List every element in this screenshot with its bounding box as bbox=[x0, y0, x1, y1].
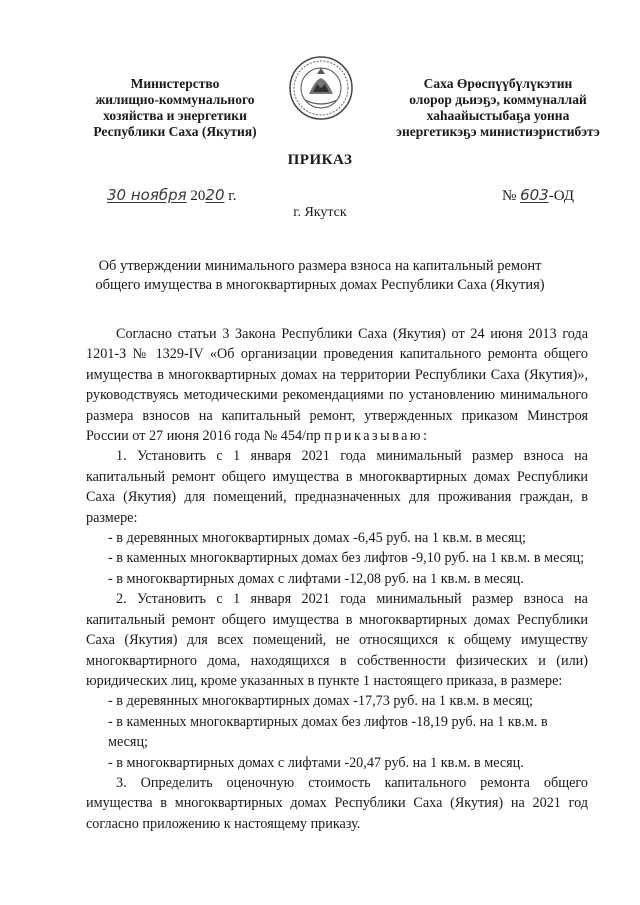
order-number bbox=[502, 186, 574, 205]
subject-line: общего имущества в многоквартирных домах Республики Саха (Якутия) bbox=[95, 277, 545, 293]
ministry-name-yakut bbox=[383, 76, 613, 140]
header-right-line: олорор дьиэҕэ, коммуналлай bbox=[409, 92, 587, 107]
header-right-line: Саха Өрөспүүбүлүкэтин bbox=[423, 76, 573, 91]
header-right-line: хаһаайыстыбаҕа уонна bbox=[426, 108, 570, 123]
subject-line: Об утверждении минимального размера взноса на капитальный ремонт bbox=[98, 258, 542, 274]
rate-item: - в деревянных многоквартирных домах -6,45 руб. на 1 кв.м. в месяц; bbox=[108, 530, 526, 547]
intro-paragraph bbox=[86, 324, 588, 446]
prikazyvayu: приказываю: bbox=[324, 428, 430, 445]
rate-item: - в каменных многоквартирных домах без лифтов -18,19 руб. на 1 кв.м. в месяц; bbox=[108, 713, 548, 751]
order-subject bbox=[60, 257, 580, 295]
header-left-line: Министерство bbox=[130, 76, 220, 91]
header-left-line: хозяйства и энергетики bbox=[103, 108, 247, 123]
date-year-prefix: 20 bbox=[190, 188, 206, 204]
number-value: 603 bbox=[520, 186, 549, 204]
header-left-line: жилищно-коммунального bbox=[95, 92, 255, 107]
rate-item: - в многоквартирных домах с лифтами -20,47 руб. на 1 кв.м. в месяц. bbox=[108, 754, 524, 771]
rate-item: - в каменных многоквартирных домах без лифтов -9,10 руб. на 1 кв.м. в месяц; bbox=[108, 550, 585, 567]
intro-text: Согласно статьи 3 Закона Республики Саха (Якутия) от 24 июня 2013 года 1201-З № 1329-IV «Об организации проведения капитального ремонта общего имущества в многоквартирных домах на территории Республики Саха (Якутия)», руководствуясь методическими рекомендациями по установлению минимального размера взносов на капитальный ремонт, утвержденных приказом Минстроя России от 27 июня 2016 года № 454/пр bbox=[86, 326, 588, 445]
order-date bbox=[107, 186, 236, 205]
paragraph-1: 1. Установить с 1 января 2021 года минимальный размер взноса на капитальный ремонт общего имущества в многоквартирных домах Республики Саха (Якутия) для помещений, предназначенных для проживания граждан, в размере: bbox=[86, 448, 588, 526]
number-suffix: -ОД bbox=[548, 188, 575, 204]
date-day-month: 30 ноября bbox=[107, 186, 187, 204]
paragraph-3: 3. Определить оценочную стоимость капитального ремонта общего имущества в многоквартирных домах Республики Саха (Якутия) на 2021 год согласно приложению к настоящему приказу. bbox=[86, 774, 588, 832]
document-title: ПРИКАЗ bbox=[287, 152, 353, 168]
header-right-line: энергетикэҕэ министиэристибэтэ bbox=[396, 124, 600, 139]
date-g: г. bbox=[228, 188, 237, 204]
number-prefix: № bbox=[502, 188, 517, 204]
city: г. Якутск bbox=[293, 205, 347, 220]
coat-of-arms-icon bbox=[287, 54, 355, 122]
rate-item: - в деревянных многоквартирных домах -17,73 руб. на 1 кв.м. в месяц; bbox=[108, 693, 534, 710]
ministry-name-russian bbox=[60, 76, 290, 140]
date-year-suffix: 20 bbox=[205, 186, 225, 204]
order-body bbox=[86, 324, 588, 834]
rate-item: - в многоквартирных домах с лифтами -12,08 руб. на 1 кв.м. в месяц. bbox=[108, 570, 524, 587]
paragraph-2: 2. Установить с 1 января 2021 года минимальный размер взноса на капитальный ремонт общего имущества в многоквартирных домах Республики Саха (Якутия) для всех помещений, не относящихся к общему имуществу многоквартирного дома, находящихся в собственности физических и (или) юридических лиц, кроме указанных в пункте 1 настоящего приказа, в размере: bbox=[86, 591, 588, 689]
header-left-line: Республики Саха (Якутия) bbox=[93, 124, 257, 139]
